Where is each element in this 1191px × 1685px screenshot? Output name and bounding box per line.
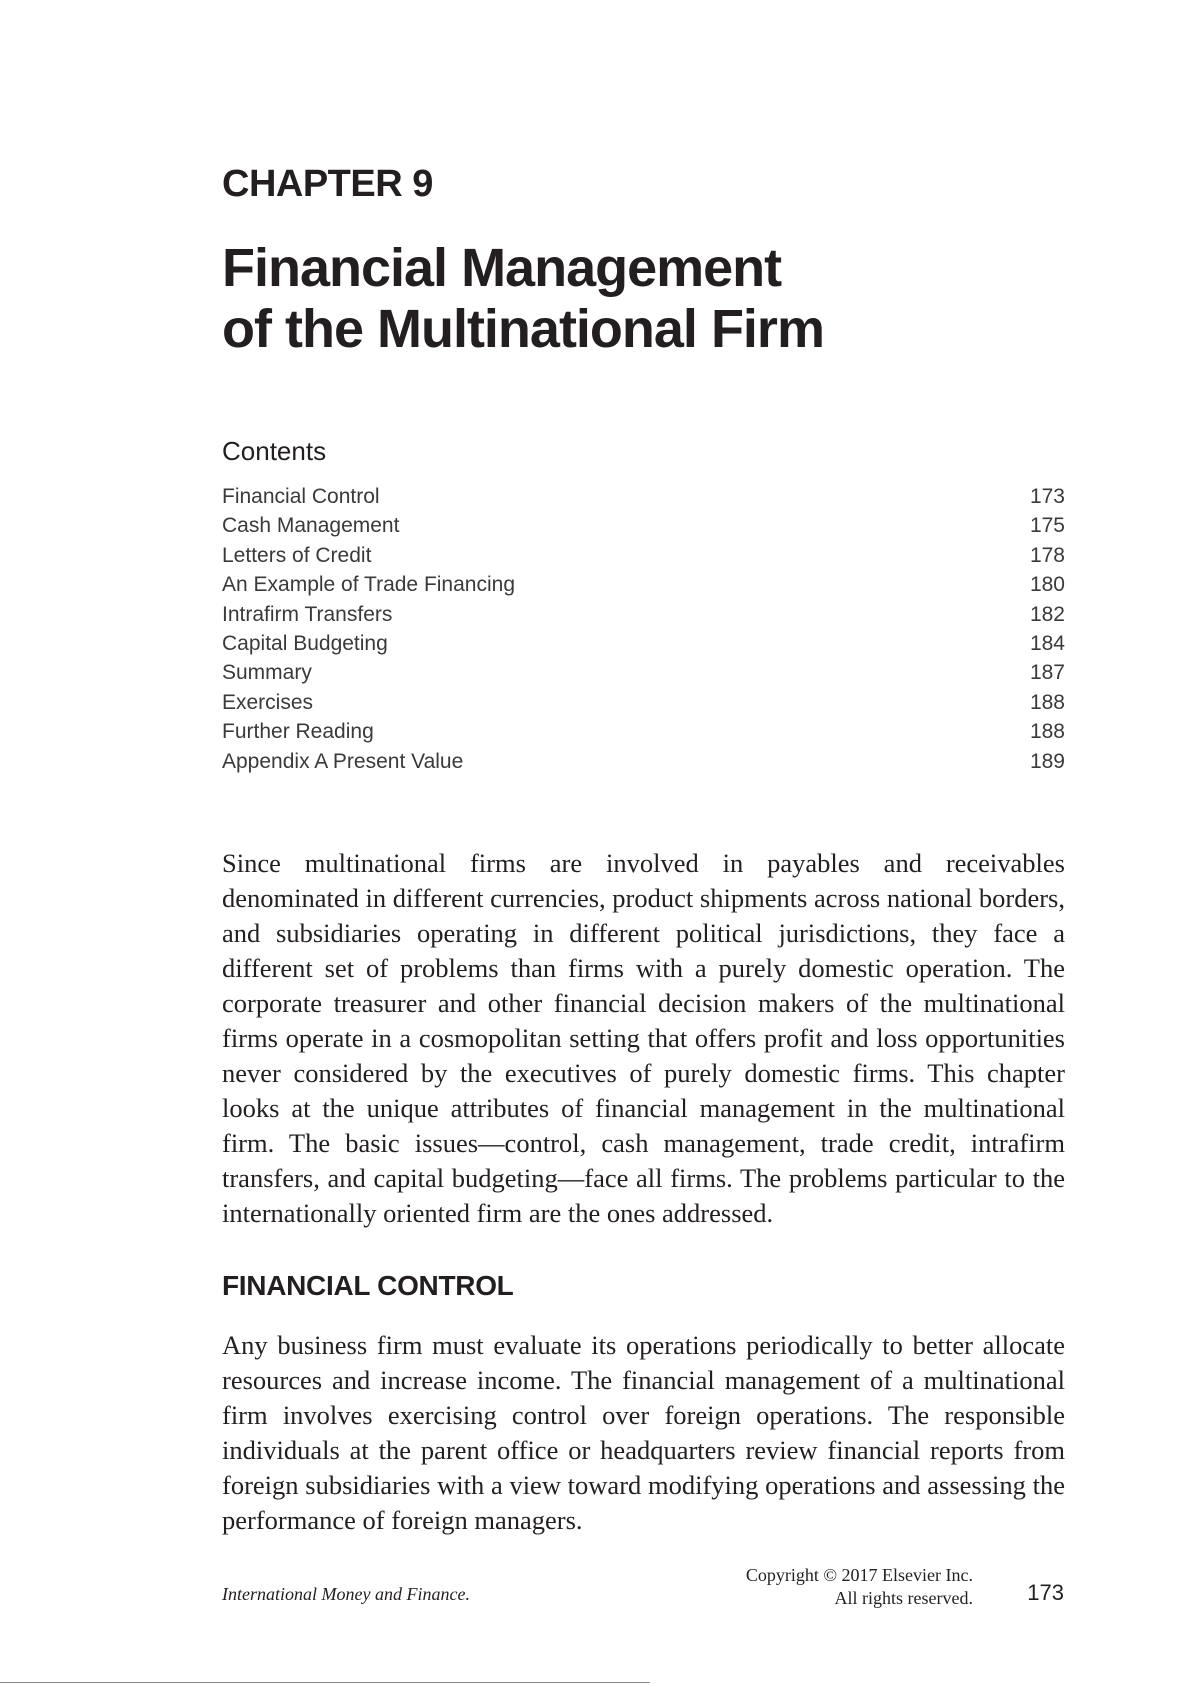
toc-item-page: 187 bbox=[1029, 661, 1065, 685]
toc-item-title: Capital Budgeting bbox=[222, 631, 388, 655]
page-edge-divider bbox=[0, 1682, 650, 1683]
page-number: 173 bbox=[1027, 1580, 1064, 1605]
toc-item-page: 188 bbox=[1029, 690, 1065, 714]
copyright-line-2: All rights reserved. bbox=[834, 1588, 973, 1608]
toc-item-title: Exercises bbox=[222, 690, 314, 714]
toc-item[interactable] bbox=[222, 658, 1065, 687]
toc-item-title: Cash Management bbox=[222, 514, 400, 538]
footer-book-title: International Money and Finance. bbox=[222, 1584, 470, 1604]
toc-item[interactable] bbox=[222, 717, 1065, 746]
toc-item-title: Further Reading bbox=[222, 720, 374, 744]
toc-item-title: Letters of Credit bbox=[222, 543, 372, 567]
table-of-contents bbox=[222, 482, 1065, 776]
toc-item-title: Summary bbox=[222, 661, 312, 685]
toc-item[interactable] bbox=[222, 629, 1065, 658]
toc-item-title: Financial Control bbox=[222, 485, 380, 508]
section-heading: FINANCIAL CONTROL bbox=[222, 1270, 514, 1301]
chapter-label: CHAPTER 9 bbox=[222, 163, 433, 205]
toc-item-page: 180 bbox=[1029, 573, 1065, 597]
contents-heading: Contents bbox=[222, 436, 327, 466]
toc-item[interactable] bbox=[222, 747, 1065, 776]
toc-item-title: Appendix A Present Value bbox=[222, 749, 464, 773]
copyright-line-1: Copyright © 2017 Elsevier Inc. bbox=[745, 1565, 973, 1585]
toc-item[interactable] bbox=[222, 541, 1065, 570]
chapter-title-line-1: Financial Management bbox=[222, 238, 782, 298]
toc-item-page: 188 bbox=[1029, 720, 1065, 744]
toc-item-page: 189 bbox=[1029, 749, 1065, 773]
toc-item[interactable] bbox=[222, 511, 1065, 540]
toc-item-title: An Example of Trade Financing bbox=[222, 573, 515, 597]
toc-item[interactable] bbox=[222, 688, 1065, 717]
toc-item-title: Intrafirm Transfers bbox=[222, 602, 393, 626]
chapter-title-line-2: of the Multinational Firm bbox=[222, 299, 824, 359]
intro-paragraph: Since multinational firms are involved in payables and receivables denominated in different currencies, product shipments across national borders, and subsidiaries operating in different political jurisdictions, they face a different set of problems than firms with a purely domestic operation. The corporate treasurer and other financial decision makers of the multinational firms operate in a cosmopolitan setting that offers profit and loss opportunities never considered by the executives of purely domestic firms. This chapter looks at the unique attributes of financial management in the multinational firm. The basic issues—control, cash management, trade credit, intrafirm transfers, and capital budgeting—face all firms. The problems particular to the internationally oriented firm are the ones addressed. bbox=[222, 848, 1065, 1228]
toc-item-page: 184 bbox=[1029, 631, 1065, 655]
chapter-title bbox=[222, 238, 1122, 360]
toc-item[interactable] bbox=[222, 570, 1065, 599]
toc-item-page: 175 bbox=[1029, 514, 1065, 538]
toc-item-page: 178 bbox=[1029, 543, 1065, 567]
section-paragraph: Any business firm must evaluate its operations periodically to better allocate resources and increase income. The financial management of a multinational firm involves exercising control over foreign operations. The responsible individuals at the parent office or headquarters review financial reports from foreign subsidiaries with a view toward modifying operations and assessing the performance of foreign managers. bbox=[222, 1330, 1065, 1535]
toc-item-page: 182 bbox=[1029, 602, 1065, 626]
toc-item-page: 173 bbox=[1029, 485, 1065, 508]
footer-copyright bbox=[746, 1564, 973, 1610]
toc-item[interactable] bbox=[222, 482, 1065, 511]
toc-item[interactable] bbox=[222, 600, 1065, 629]
